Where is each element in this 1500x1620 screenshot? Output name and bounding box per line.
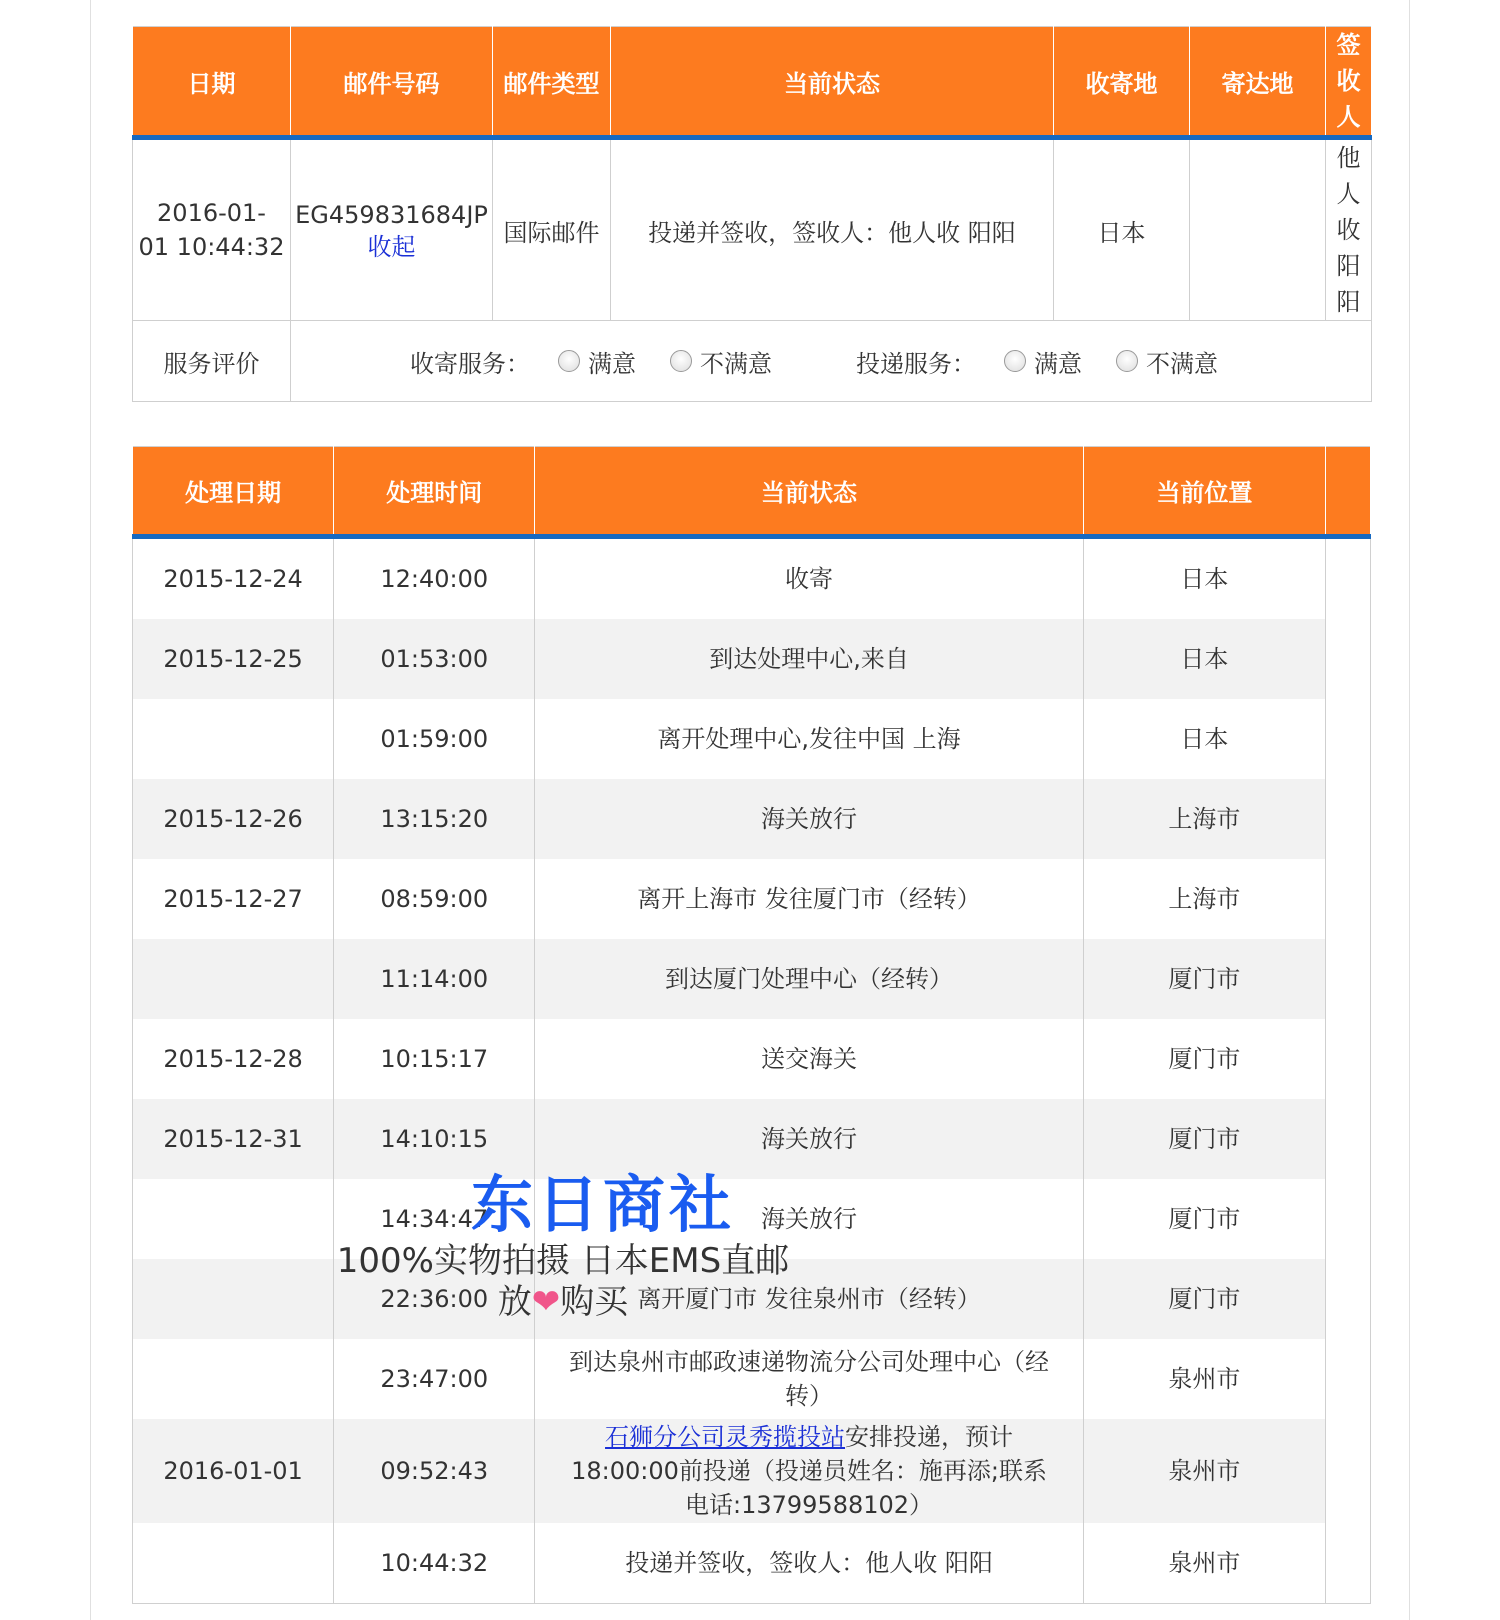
table-row — [133, 619, 1371, 699]
rating-options — [291, 321, 1372, 402]
deliver-satisfied-radio[interactable] — [1004, 350, 1026, 372]
current-location: 厦门市 — [1083, 1259, 1325, 1339]
header-extra — [1325, 447, 1370, 537]
row-tail — [1325, 1523, 1370, 1604]
row-tail — [1325, 1339, 1370, 1419]
current-status: 到达厦门处理中心（经转） — [535, 939, 1083, 1019]
header-mail-type: 邮件类型 — [493, 27, 611, 138]
process-time: 10:44:32 — [334, 1523, 535, 1604]
header-origin: 收寄地 — [1054, 27, 1190, 138]
deliver-unsatisfied-option[interactable]: 不满意 — [1116, 344, 1218, 379]
table-row — [133, 1419, 1371, 1523]
current-status: 离开处理中心,发往中国 上海 — [535, 699, 1083, 779]
header-date: 日期 — [133, 27, 291, 138]
current-status: 到达泉州市邮政速递物流分公司处理中心（经转） — [535, 1339, 1083, 1419]
rating-row — [133, 321, 1372, 402]
process-time: 01:59:00 — [334, 699, 535, 779]
current-location: 日本 — [1083, 619, 1325, 699]
station-link[interactable]: 石狮分公司灵秀揽投站 — [605, 1423, 846, 1451]
mail-origin: 日本 — [1054, 138, 1190, 321]
collect-satisfied-radio[interactable] — [558, 350, 580, 372]
table-row — [133, 1339, 1371, 1419]
table-row — [133, 537, 1371, 620]
process-date: 2015-12-24 — [163, 565, 303, 593]
header-signer: 签 收 人 — [1326, 27, 1372, 138]
table-row — [133, 1179, 1371, 1259]
current-location: 上海市 — [1083, 779, 1325, 859]
table-row — [133, 939, 1371, 1019]
process-date: 2015-12-31 — [133, 1099, 334, 1179]
header-destination: 寄达地 — [1190, 27, 1326, 138]
row-tail — [1325, 1419, 1370, 1523]
header-current-location: 当前位置 — [1083, 447, 1325, 537]
current-status: 到达处理中心,来自 — [535, 619, 1083, 699]
mail-date: 2016-01- 01 10:44:32 — [133, 138, 291, 321]
mail-summary-table — [132, 26, 1372, 402]
table-row — [133, 1523, 1371, 1604]
collect-service-label: 收寄服务： — [410, 349, 530, 378]
header-status: 当前状态 — [611, 27, 1054, 138]
mail-status: 投递并签收，签收人：他人收 阳阳 — [611, 138, 1054, 321]
mail-number: EG459831684JP — [295, 201, 488, 229]
deliver-satisfied-option[interactable]: 满意 — [1004, 344, 1082, 379]
row-tail — [1325, 537, 1370, 620]
current-status: 海关放行 — [535, 779, 1083, 859]
row-tail — [1325, 1179, 1370, 1259]
watermark-brand: 东日商社 — [470, 1168, 735, 1241]
process-date: 2015-12-28 — [163, 1045, 303, 1073]
collect-satisfied-option[interactable]: 满意 — [558, 344, 636, 379]
mail-destination — [1190, 138, 1326, 321]
process-date: 2016-01-01 — [133, 1419, 334, 1523]
current-location: 厦门市 — [1083, 1179, 1325, 1259]
table-row — [133, 1099, 1371, 1179]
watermark-tagline: 100%实物拍摄 日本EMS直邮 — [336, 1241, 790, 1281]
current-status — [535, 1419, 1083, 1523]
process-date — [133, 1339, 334, 1419]
mail-signer: 他 人 收 阳 阳 — [1326, 138, 1372, 321]
current-location: 厦门市 — [1083, 1019, 1325, 1099]
process-time: 12:40:00 — [334, 537, 535, 620]
deliver-service-label: 投递服务： — [856, 349, 976, 378]
current-status: 离开上海市 发往厦门市（经转） — [535, 859, 1083, 939]
process-date: 2015-12-27 — [163, 885, 303, 913]
process-date: 2015-12-25 — [133, 619, 334, 699]
tracking-header-row — [133, 447, 1371, 537]
table-row — [133, 699, 1371, 779]
header-current-status: 当前状态 — [535, 447, 1083, 537]
mail-row — [133, 138, 1372, 321]
deliver-unsatisfied-radio[interactable] — [1116, 350, 1138, 372]
process-time: 09:52:43 — [334, 1419, 535, 1523]
process-date — [133, 699, 334, 779]
mail-type: 国际邮件 — [493, 138, 611, 321]
process-date — [133, 939, 334, 1019]
process-time: 14:10:15 — [334, 1099, 535, 1179]
mail-number-cell — [291, 138, 493, 321]
row-tail — [1325, 1019, 1370, 1099]
current-location: 日本 — [1083, 699, 1325, 779]
table-row — [133, 859, 1371, 939]
collect-unsatisfied-option[interactable]: 不满意 — [670, 344, 772, 379]
header-process-time: 处理时间 — [334, 447, 535, 537]
process-time: 22:36:00 — [334, 1259, 535, 1339]
current-status: 送交海关 — [535, 1019, 1083, 1099]
process-time: 13:15:20 — [334, 779, 535, 859]
status-text: 安排投递，预计18:00:00前投递（投递员姓名：施再添;联系电话:13799588102） — [571, 1423, 1047, 1519]
current-location: 厦门市 — [1083, 1099, 1325, 1179]
current-status: 海关放行 — [535, 1179, 1083, 1259]
current-status: 离开厦门市 发往泉州市（经转） — [535, 1259, 1083, 1339]
table-row — [133, 1019, 1371, 1099]
summary-header-row — [133, 27, 1372, 138]
current-location: 泉州市 — [1083, 1523, 1325, 1604]
current-status: 收寄 — [535, 537, 1083, 620]
row-tail — [1325, 619, 1370, 699]
heart-icon: ❤ — [531, 1282, 561, 1322]
process-date — [133, 1259, 334, 1339]
current-status: 投递并签收，签收人：他人收 阳阳 — [535, 1523, 1083, 1604]
process-time: 08:59:00 — [334, 859, 535, 939]
row-tail — [1325, 1099, 1370, 1179]
header-process-date: 处理日期 — [133, 447, 334, 537]
current-location: 泉州市 — [1083, 1339, 1325, 1419]
tracking-table — [132, 446, 1371, 1604]
process-time: 10:15:17 — [334, 1019, 535, 1099]
table-row — [133, 1259, 1371, 1339]
process-time: 11:14:00 — [334, 939, 535, 1019]
collect-unsatisfied-radio[interactable] — [670, 350, 692, 372]
current-status: 海关放行 — [535, 1099, 1083, 1179]
row-tail — [1325, 939, 1370, 1019]
current-location: 上海市 — [1083, 859, 1325, 939]
process-date: 2015-12-26 — [133, 779, 334, 859]
watermark-buy-line: 放❤购买 — [497, 1282, 629, 1322]
header-mail-number: 邮件号码 — [291, 27, 493, 138]
current-location: 厦门市 — [1083, 939, 1325, 1019]
table-row — [133, 779, 1371, 859]
row-tail — [1325, 859, 1370, 939]
row-tail — [1325, 699, 1370, 779]
rating-label: 服务评价 — [133, 321, 291, 402]
process-time: 01:53:00 — [334, 619, 535, 699]
row-tail — [1325, 1259, 1370, 1339]
row-tail — [1325, 779, 1370, 859]
process-time: 23:47:00 — [334, 1339, 535, 1419]
process-date — [133, 1179, 334, 1259]
process-date — [133, 1523, 334, 1604]
process-time: 14:34:47 — [334, 1179, 535, 1259]
current-location: 泉州市 — [1083, 1419, 1325, 1523]
current-location: 日本 — [1083, 537, 1325, 620]
collapse-link[interactable]: 收起 — [367, 233, 416, 261]
